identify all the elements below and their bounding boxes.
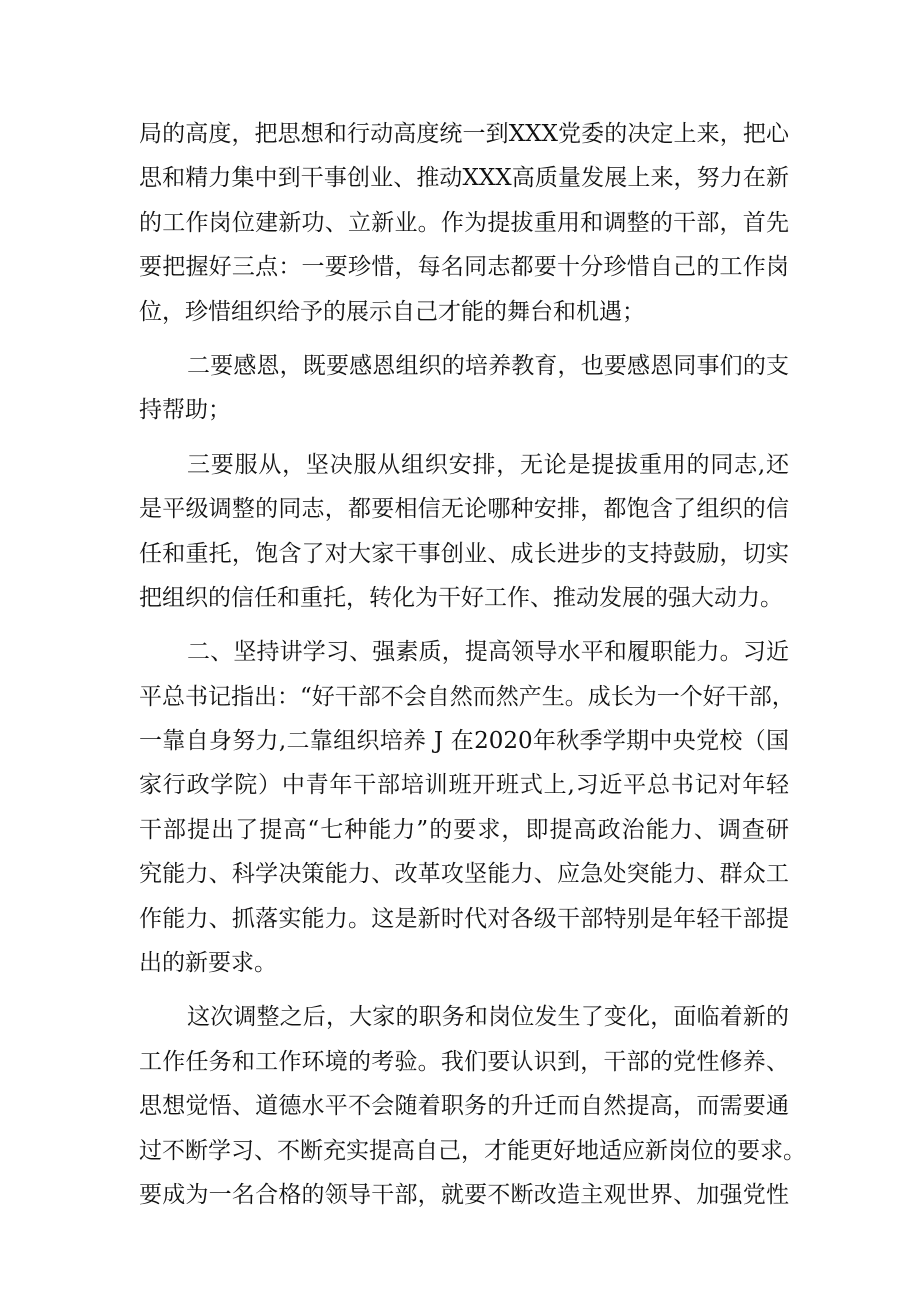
- text-line: 干部提出了提高“七种能力”的要求，即提高政治能力、调查研: [139, 816, 789, 843]
- text-line: 二要感恩，既要感恩组织的培养教育，也要感恩同事们的支: [187, 352, 789, 379]
- text-line: 的工作岗位建新功、立新业。作为提拔重用和调整的干部，首先: [139, 209, 789, 236]
- document-page: [139, 112, 806, 1217]
- paragraph-gap: [139, 620, 789, 630]
- paragraph-3: [139, 443, 789, 621]
- text-line: 工作任务和工作环境的考验。我们要认识到，干部的党性修养、: [139, 1048, 789, 1075]
- text-line: 局的高度，把思想和行动高度统一到XXX党委的决定上来，把心: [139, 121, 789, 147]
- text-line: 家行政学院）中青年干部培训班开班式上,习近平总书记对年轻: [139, 772, 789, 799]
- text-line: 出的新要求。: [139, 950, 277, 977]
- text-line: 把组织的信任和重托，转化为干好工作、推动发展的强大动力。: [139, 584, 783, 611]
- text-line: 过不断学习、不断充实提高自己，才能更好地适应新岗位的要求。: [139, 1137, 806, 1164]
- paragraph-gap: [139, 985, 789, 995]
- paragraph-gap: [139, 433, 789, 443]
- text-line: 一靠自身努力,二靠组织培养 J 在2020年秋季学期中央党校（国: [139, 728, 789, 755]
- text-line: 任和重托，饱含了对大家干事创业、成长进步的支持鼓励，切实: [139, 540, 789, 567]
- text-line: 要成为一名合格的领导干部，就要不断改造主观世界、加强党性: [139, 1181, 789, 1208]
- text-line: 三要服从，坚决服从组织安排，无论是提拔重用的同志,还: [187, 451, 789, 478]
- text-line: 究能力、科学决策能力、改革攻坚能力、应急处突能力、群众工: [139, 861, 789, 888]
- paragraph-2: [139, 344, 789, 433]
- text-line: 这次调整之后，大家的职务和岗位发生了变化，面临着新的: [187, 1004, 789, 1031]
- paragraph-1: [139, 112, 789, 334]
- text-line: 是平级调整的同志，都要相信无论哪种安排，都饱含了组织的信: [139, 496, 789, 523]
- text-line: 思和精力集中到干事创业、推动XXX高质量发展上来，努力在新: [139, 165, 789, 192]
- text-line: 位，珍惜组织给予的展示自己才能的舞台和机遇；: [139, 298, 645, 325]
- paragraph-gap: [139, 334, 789, 344]
- paragraph-4: [139, 630, 795, 985]
- text-line: 作能力、抓落实能力。这是新时代对各级干部特别是年轻干部提: [139, 905, 789, 932]
- text-line: 平总书记指出：“好干部不会自然而然产生。成长为一个好干部，: [139, 683, 795, 710]
- paragraph-5: [139, 995, 806, 1217]
- text-line: 持帮助；: [139, 397, 231, 424]
- text-line: 思想觉悟、道德水平不会随着职务的升迁而自然提高，而需要通: [139, 1093, 789, 1120]
- text-line: 要把握好三点：一要珍惜，每名同志都要十分珍惜自己的工作岗: [139, 254, 789, 281]
- text-line: 二、坚持讲学习、强素质，提高领导水平和履职能力。习近: [187, 639, 789, 666]
